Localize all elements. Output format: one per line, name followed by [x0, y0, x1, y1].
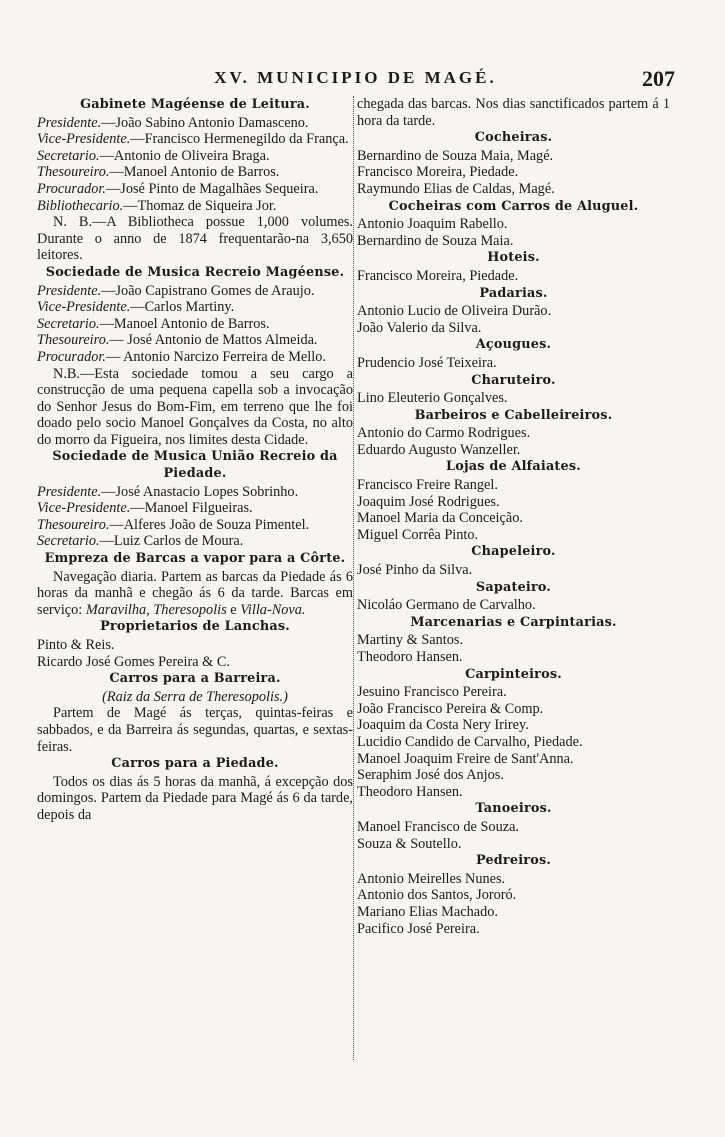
list-item: Antonio Lucio de Oliveira Durão. [357, 303, 552, 320]
section-heading: Açougues. [475, 337, 552, 353]
officer-role: Vice-Presidente. [37, 131, 131, 148]
section-heading: Padarias. [479, 285, 548, 301]
officer-entry [37, 484, 353, 501]
officer-name: —Francisco Hermenegildo da França. [130, 131, 349, 148]
list-item: Joaquim da Costa Nery Irirey. [357, 717, 529, 734]
officer-entry [37, 148, 353, 165]
section-subheading: (Raiz da Serra de Theresopolis.) [102, 688, 288, 705]
list-item: João Valerio da Silva. [357, 319, 482, 336]
officer-role: Presidente. [37, 282, 102, 299]
list-item: Antonio dos Santos, Jororó. [357, 887, 517, 904]
page-number: 207 [642, 66, 675, 91]
section-heading: Sapateiro. [475, 579, 552, 595]
list-item: Souza & Soutello. [357, 835, 462, 852]
section-heading: Empreza de Barcas a vapor para a Côrte. [44, 551, 346, 567]
list-item: Jesuino Francisco Pereira. [357, 684, 507, 701]
officer-entry [37, 316, 353, 333]
section-heading: Barbeiros e Cabelleireiros. [414, 407, 613, 423]
list-item: Mariano Elias Machado. [357, 903, 498, 920]
officer-role: Thesoureiro. [37, 332, 110, 349]
section-heading: Cocheiras. [474, 130, 553, 146]
list-item: Manoel Francisco de Souza. [357, 818, 519, 835]
list-item: Antonio Meirelles Nunes. [357, 870, 506, 887]
officer-role: Secretario. [37, 315, 100, 332]
section-heading: Sociedade de Musica Recreio Magéense. [45, 264, 345, 280]
officer-name: —José Anastacio Lopes Sobrinho. [101, 483, 299, 500]
officer-entry [37, 349, 353, 366]
running-title: XV. MUNICIPIO DE MAGÉ. [214, 68, 497, 87]
list-item: Francisco Moreira, Piedade. [357, 267, 519, 284]
list-item: Nicoláo Germano de Carvalho. [357, 597, 536, 614]
note-paragraph: N.B.—Esta sociedade tomou a seu cargo a construcção de uma pequena capella sob a invocação do Senhor Jesus do Bom-Fim, em terreno que lhe foi doado pelo socio Manoel Gonçalves da Costa, no alto do morro da Figueira, nos limites desta Cidade. [37, 365, 353, 448]
officer-name: —Manoel Antonio de Barros. [109, 164, 280, 181]
officer-role: Presidente. [37, 483, 102, 500]
officer-name: —José Pinto de Magalhães Sequeira. [105, 180, 319, 197]
officer-name: —Alferes João de Souza Pimentel. [109, 516, 310, 533]
officer-role: Thesoureiro. [37, 164, 110, 181]
section-heading: Pedreiros. [475, 853, 552, 869]
section-heading: Marcenarias e Carpintarias. [410, 614, 617, 630]
list-item: Lucidio Candido de Carvalho, Piedade. [357, 733, 583, 750]
officer-name: — Antonio Narcizo Ferreira de Mello. [105, 348, 326, 365]
officer-role: Procurador. [37, 348, 106, 365]
list-item: Ricardo José Gomes Pereira & C. [37, 653, 230, 670]
list-item: Pacifico José Pereira. [357, 920, 480, 937]
list-item: Prudencio José Teixeira. [357, 354, 497, 371]
running-head [36, 66, 675, 96]
list-item: Manoel Maria da Conceição. [357, 510, 523, 527]
list-item: Bernardino de Souza Maia, Magé. [357, 147, 554, 164]
officer-entry [37, 332, 353, 349]
schedule-paragraph [37, 569, 353, 619]
list-item: Manoel Joaquim Freire de Sant'Anna. [357, 750, 574, 767]
officer-entry [37, 131, 353, 148]
section-heading: Gabinete Magéense de Leitura. [80, 97, 310, 112]
officer-role: Secretario. [37, 147, 100, 164]
schedule-paragraph: Todos os dias ás 5 horas da manhã, á excepção dos domingos. Partem da Piedade para Magé ás 6 da tarde, depois da [37, 773, 353, 823]
list-item: Theodoro Hansen. [357, 649, 463, 665]
schedule-text: Navegação diaria. Partem as barcas da Piedade ás 6 horas da manhã e chegão ás 6 da tarde. Barcas em serviço: [37, 568, 353, 618]
list-item: Bernardino de Souza Maia. [357, 232, 514, 249]
column-rule [353, 96, 354, 1060]
section-heading: Chapeleiro. [471, 544, 556, 560]
list-item: Raymundo Elias de Caldas, Magé. [357, 180, 555, 197]
officer-name: — José Antonio de Mattos Almeida. [109, 332, 318, 349]
officer-role: Secretario. [37, 533, 100, 550]
section-heading: Tanoeiros. [475, 801, 552, 817]
officer-entry [37, 198, 353, 215]
section-heading: Charuteiro. [471, 372, 556, 388]
officer-name: —Luiz Carlos de Moura. [99, 533, 244, 550]
boat-name: Villa-Nova. [240, 601, 306, 618]
officer-entry [37, 283, 353, 300]
list-item: João Francisco Pereira & Comp. [357, 700, 544, 717]
officer-entry [37, 500, 353, 517]
officer-entry [37, 517, 353, 534]
officer-name: —Manoel Antonio de Barros. [99, 315, 270, 332]
section-heading: Proprietarios de Lanchas. [100, 619, 290, 635]
list-item: Francisco Moreira, Piedade. [357, 164, 519, 181]
list-item: Miguel Corrêa Pinto. [357, 526, 479, 543]
officer-role: Bibliothecario. [37, 197, 124, 214]
section-heading: Cocheiras com Carros de Aluguel. [388, 198, 639, 214]
list-item: Seraphim José dos Anjos. [357, 767, 504, 784]
list-item: Antonio do Carmo Rodrigues. [357, 425, 531, 442]
section-heading: Carros para a Piedade. [111, 756, 279, 772]
list-item: Francisco Freire Rangel. [357, 477, 498, 494]
officer-role: Vice-Presidente. [37, 299, 131, 316]
section-heading: Carros para a Barreira. [109, 671, 281, 687]
left-column [37, 96, 353, 824]
list-item: Martiny & Santos. [357, 632, 464, 649]
list-item: Theodoro Hansen. [357, 783, 463, 800]
officer-entry [37, 181, 353, 198]
list-item: Eduardo Augusto Wanzeller. [357, 441, 521, 458]
conjunction-text: e [226, 601, 241, 618]
section-heading: Carpinteiros. [465, 666, 562, 682]
section-heading: Sociedade de Musica União Recreio da Piedade. [52, 449, 338, 482]
boat-name: Maravilha, [85, 601, 150, 618]
officer-name: —João Sabino Antonio Damasceno. [101, 114, 309, 131]
officer-name: —Antonio de Oliveira Braga. [99, 147, 270, 164]
officer-name: —Thomaz de Siqueira Jor. [123, 197, 277, 214]
list-item: Joaquim José Rodrigues. [357, 493, 500, 510]
officer-entry [37, 299, 353, 316]
right-column [357, 96, 670, 937]
officer-entry [37, 115, 353, 132]
boat-name: Theresopolis [153, 601, 227, 618]
officer-name: —Carlos Martiny. [130, 299, 235, 316]
list-item: José Pinho da Silva. [357, 562, 473, 579]
list-item: Pinto & Reis. [37, 637, 115, 653]
schedule-paragraph: Partem de Magé ás terças, quintas-feiras e sabbados, e da Barreira ás segundas, quartas, e sextas-feiras. [37, 705, 353, 755]
note-paragraph: N. B.—A Bibliotheca possue 1,000 volumes. Durante o anno de 1874 frequentarão-na 3,650 leitores. [37, 214, 353, 264]
officer-name: —João Capistrano Gomes de Araujo. [101, 282, 315, 299]
officer-entry [37, 533, 353, 550]
list-item: Lino Eleuterio Gonçalves. [357, 390, 508, 407]
officer-name: —Manoel Filgueiras. [130, 500, 253, 517]
officer-role: Presidente. [37, 114, 102, 131]
continuation-paragraph: chegada das barcas. Nos dias sanctificados partem á 1 hora da tarde. [357, 96, 670, 129]
section-heading: Lojas de Alfaiates. [446, 459, 581, 475]
section-heading: Hoteis. [487, 250, 540, 266]
list-item: Antonio Joaquim Rabello. [357, 216, 508, 233]
officer-role: Thesoureiro. [37, 516, 110, 533]
officer-role: Procurador. [37, 180, 106, 197]
officer-role: Vice-Presidente. [37, 500, 131, 517]
officer-entry [37, 164, 353, 181]
